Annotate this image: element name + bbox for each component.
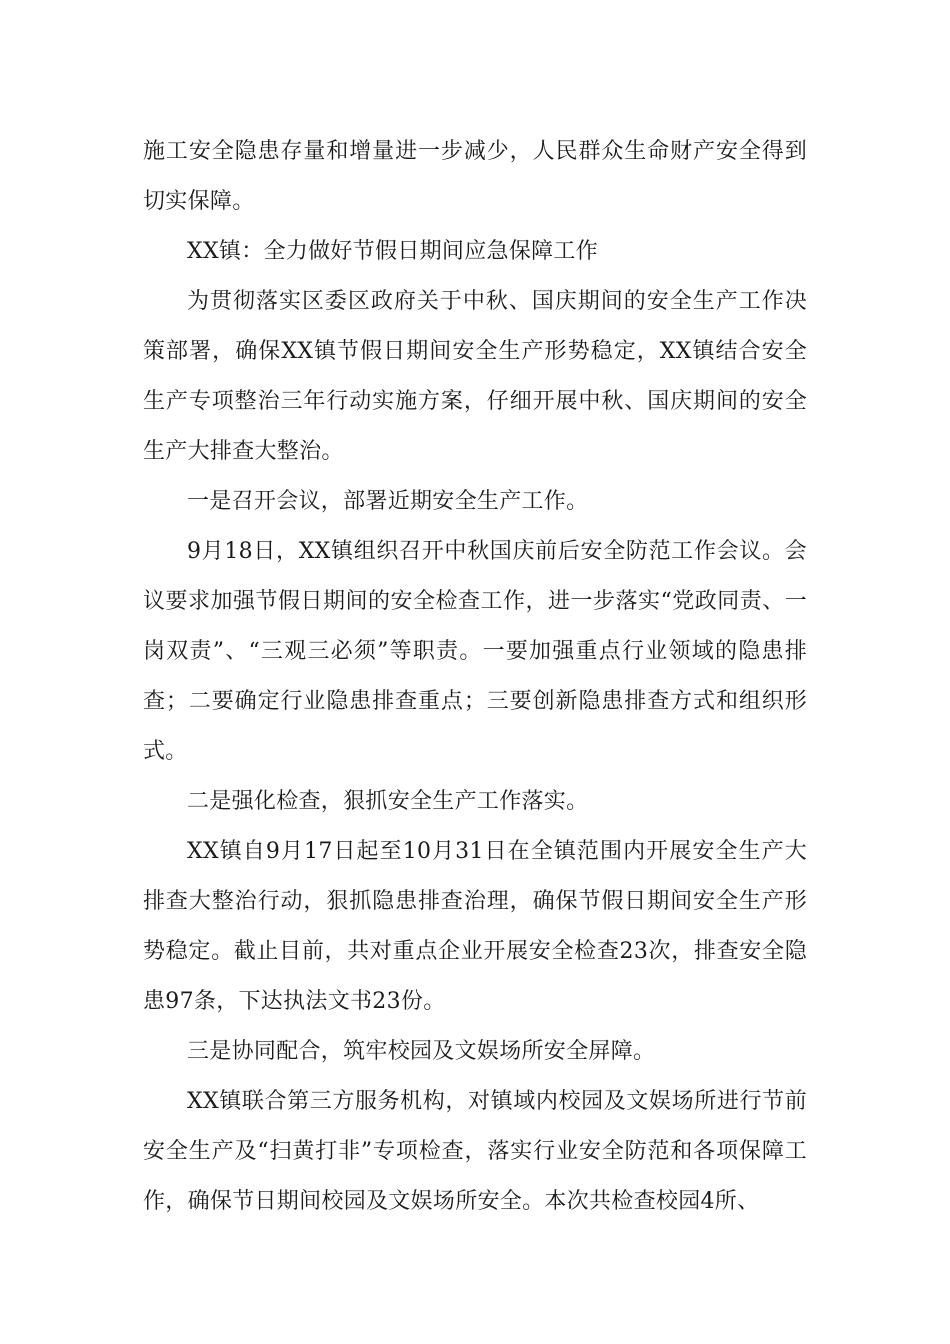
paragraph-3: 为贯彻落实区委区政府关于中秋、国庆期间的安全生产工作决策部署，确保XX镇节假日期间安全生产形势稳定，XX镇结合安全生产专项整治三年行动实施方案，仔细开展中秋、国庆期间的安全生产大排查大整治。 — [143, 289, 807, 464]
section-heading-town: XX镇：全力做好节假日期间应急保障工作 — [187, 239, 599, 264]
paragraph-7: XX镇自9月17日起至10月31日在全镇范围内开展安全生产大排查大整治行动，狠抓隐患排查治理，确保节假日期间安全生产形势稳定。截止目前，共对重点企业开展安全检查23次，排查安全隐患97条，下达执法文书23份。 — [143, 839, 807, 1014]
paragraph-5: 9月18日，XX镇组织召开中秋国庆前后安全防范工作会议。会议要求加强节假日期间的安全检查工作，进一步落实“党政同责、一岗双责”、“三观三必须”等职责。一要加强重点行业领域的隐患排查；二要确定行业隐患排查重点；三要创新隐患排查方式和组织形式。 — [143, 539, 807, 764]
subheading-inspection: 二是强化检查，狠抓安全生产工作落实。 — [187, 789, 589, 814]
subheading-meeting: 一是召开会议，部署近期安全生产工作。 — [187, 489, 589, 514]
paragraph-1: 施工安全隐患存量和增量进一步减少，人民群众生命财产安全得到切实保障。 — [143, 139, 807, 214]
subheading-cooperation: 三是协同配合，筑牢校园及文娱场所安全屏障。 — [187, 1039, 656, 1064]
paragraph-9: XX镇联合第三方服务机构，对镇域内校园及文娱场所进行节前安全生产及“扫黄打非”专项检查，落实行业安全防范和各项保障工作，确保节日期间校园及文娱场所安全。本次共检查校园4所、 — [143, 1089, 807, 1214]
document-body — [143, 127, 807, 1227]
